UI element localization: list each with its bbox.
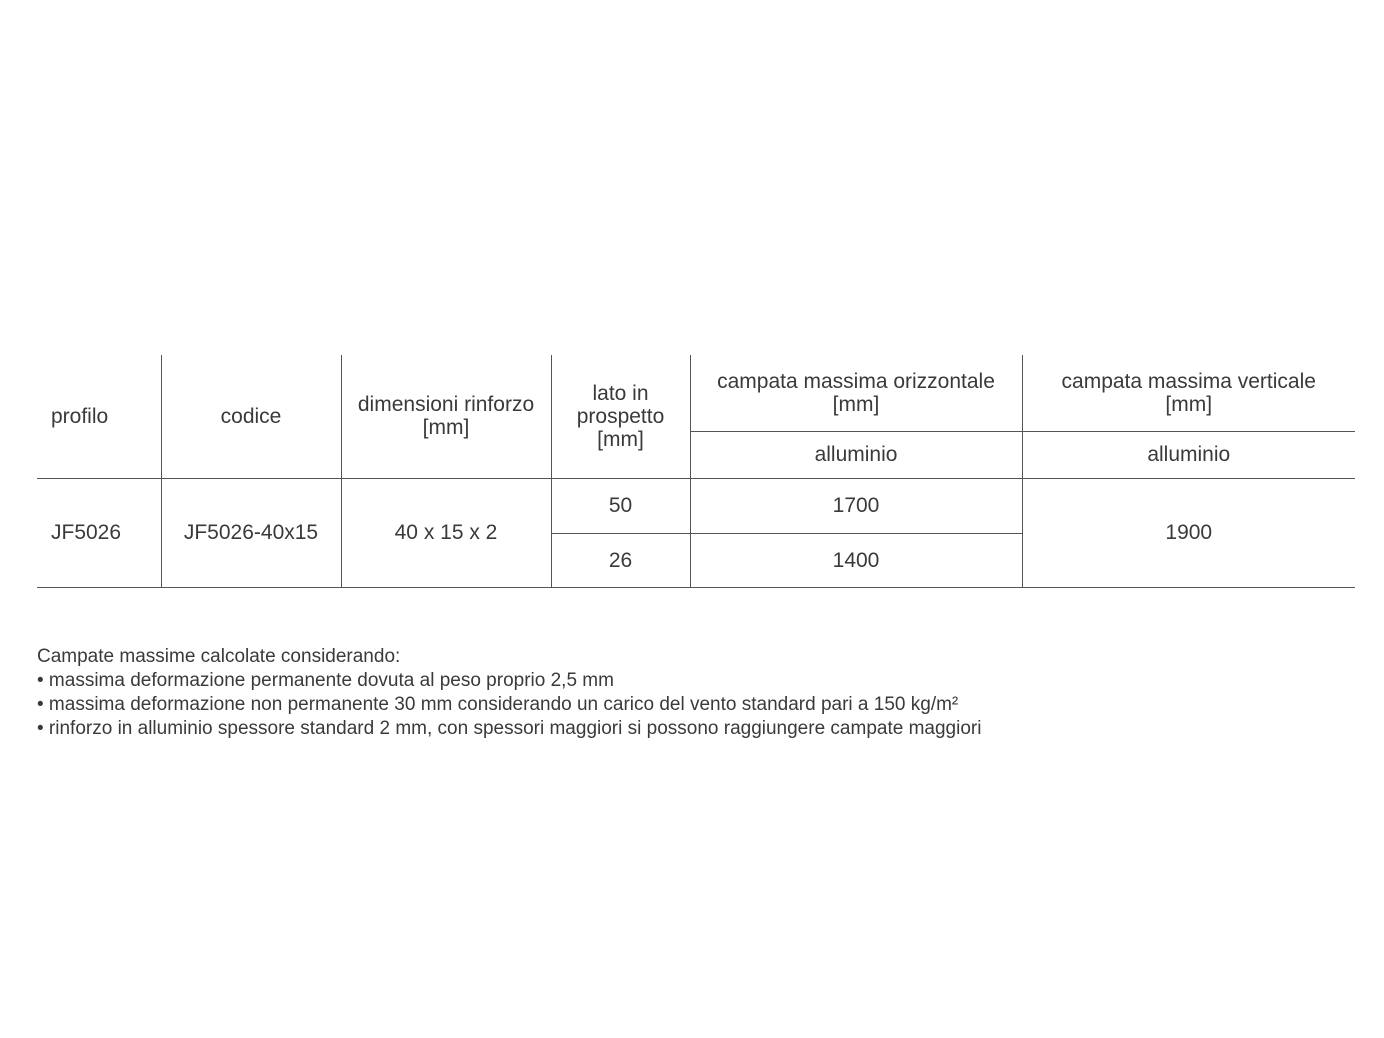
header-orizzontale-line2: [mm]	[832, 392, 880, 416]
cell-profilo: JF5026	[37, 478, 161, 587]
header-lato-line3: [mm]	[597, 427, 644, 451]
cell-dimensioni: 40 x 15 x 2	[341, 478, 551, 587]
header-profilo: profilo	[37, 355, 161, 478]
header-campata-orizzontale	[690, 355, 1022, 431]
notes-item: • rinforzo in alluminio spessore standard 2 mm, con spessori maggiori si possono raggiungere campate maggiori	[37, 718, 982, 739]
notes-item: • massima deformazione permanente dovuta al peso proprio 2,5 mm	[37, 670, 614, 691]
cell-orizzontale-1: 1700	[690, 478, 1022, 533]
spec-table	[37, 355, 1355, 588]
header-dimensioni	[341, 355, 551, 478]
header-lato-line1: lato in	[592, 381, 649, 405]
notes-item: • massima deformazione non permanente 30 mm considerando un carico del vento standard pari a 150 kg/m²	[37, 694, 959, 715]
cell-codice: JF5026-40x15	[161, 478, 341, 587]
notes	[37, 645, 981, 741]
header-verticale-line2: [mm]	[1165, 392, 1213, 416]
cell-lato-2: 26	[551, 533, 690, 587]
cell-lato-1: 50	[551, 478, 690, 533]
header-lato	[551, 355, 690, 478]
header-materiale-verticale: alluminio	[1022, 431, 1355, 478]
header-lato-line2: prospetto	[576, 404, 665, 428]
header-dimensioni-line1: dimensioni rinforzo	[357, 393, 535, 417]
notes-intro: Campate massime calcolate considerando:	[37, 646, 401, 667]
header-verticale-line1: campata massima verticale	[1061, 369, 1316, 393]
table-row	[37, 478, 1355, 533]
header-codice: codice	[161, 355, 341, 478]
header-campata-verticale	[1022, 355, 1355, 431]
cell-verticale: 1900	[1022, 478, 1355, 587]
header-dimensioni-line2: [mm]	[422, 416, 470, 440]
header-row	[37, 355, 1355, 431]
header-materiale-orizzontale: alluminio	[690, 431, 1022, 478]
cell-orizzontale-2: 1400	[690, 533, 1022, 587]
header-orizzontale-line1: campata massima orizzontale	[717, 369, 995, 393]
